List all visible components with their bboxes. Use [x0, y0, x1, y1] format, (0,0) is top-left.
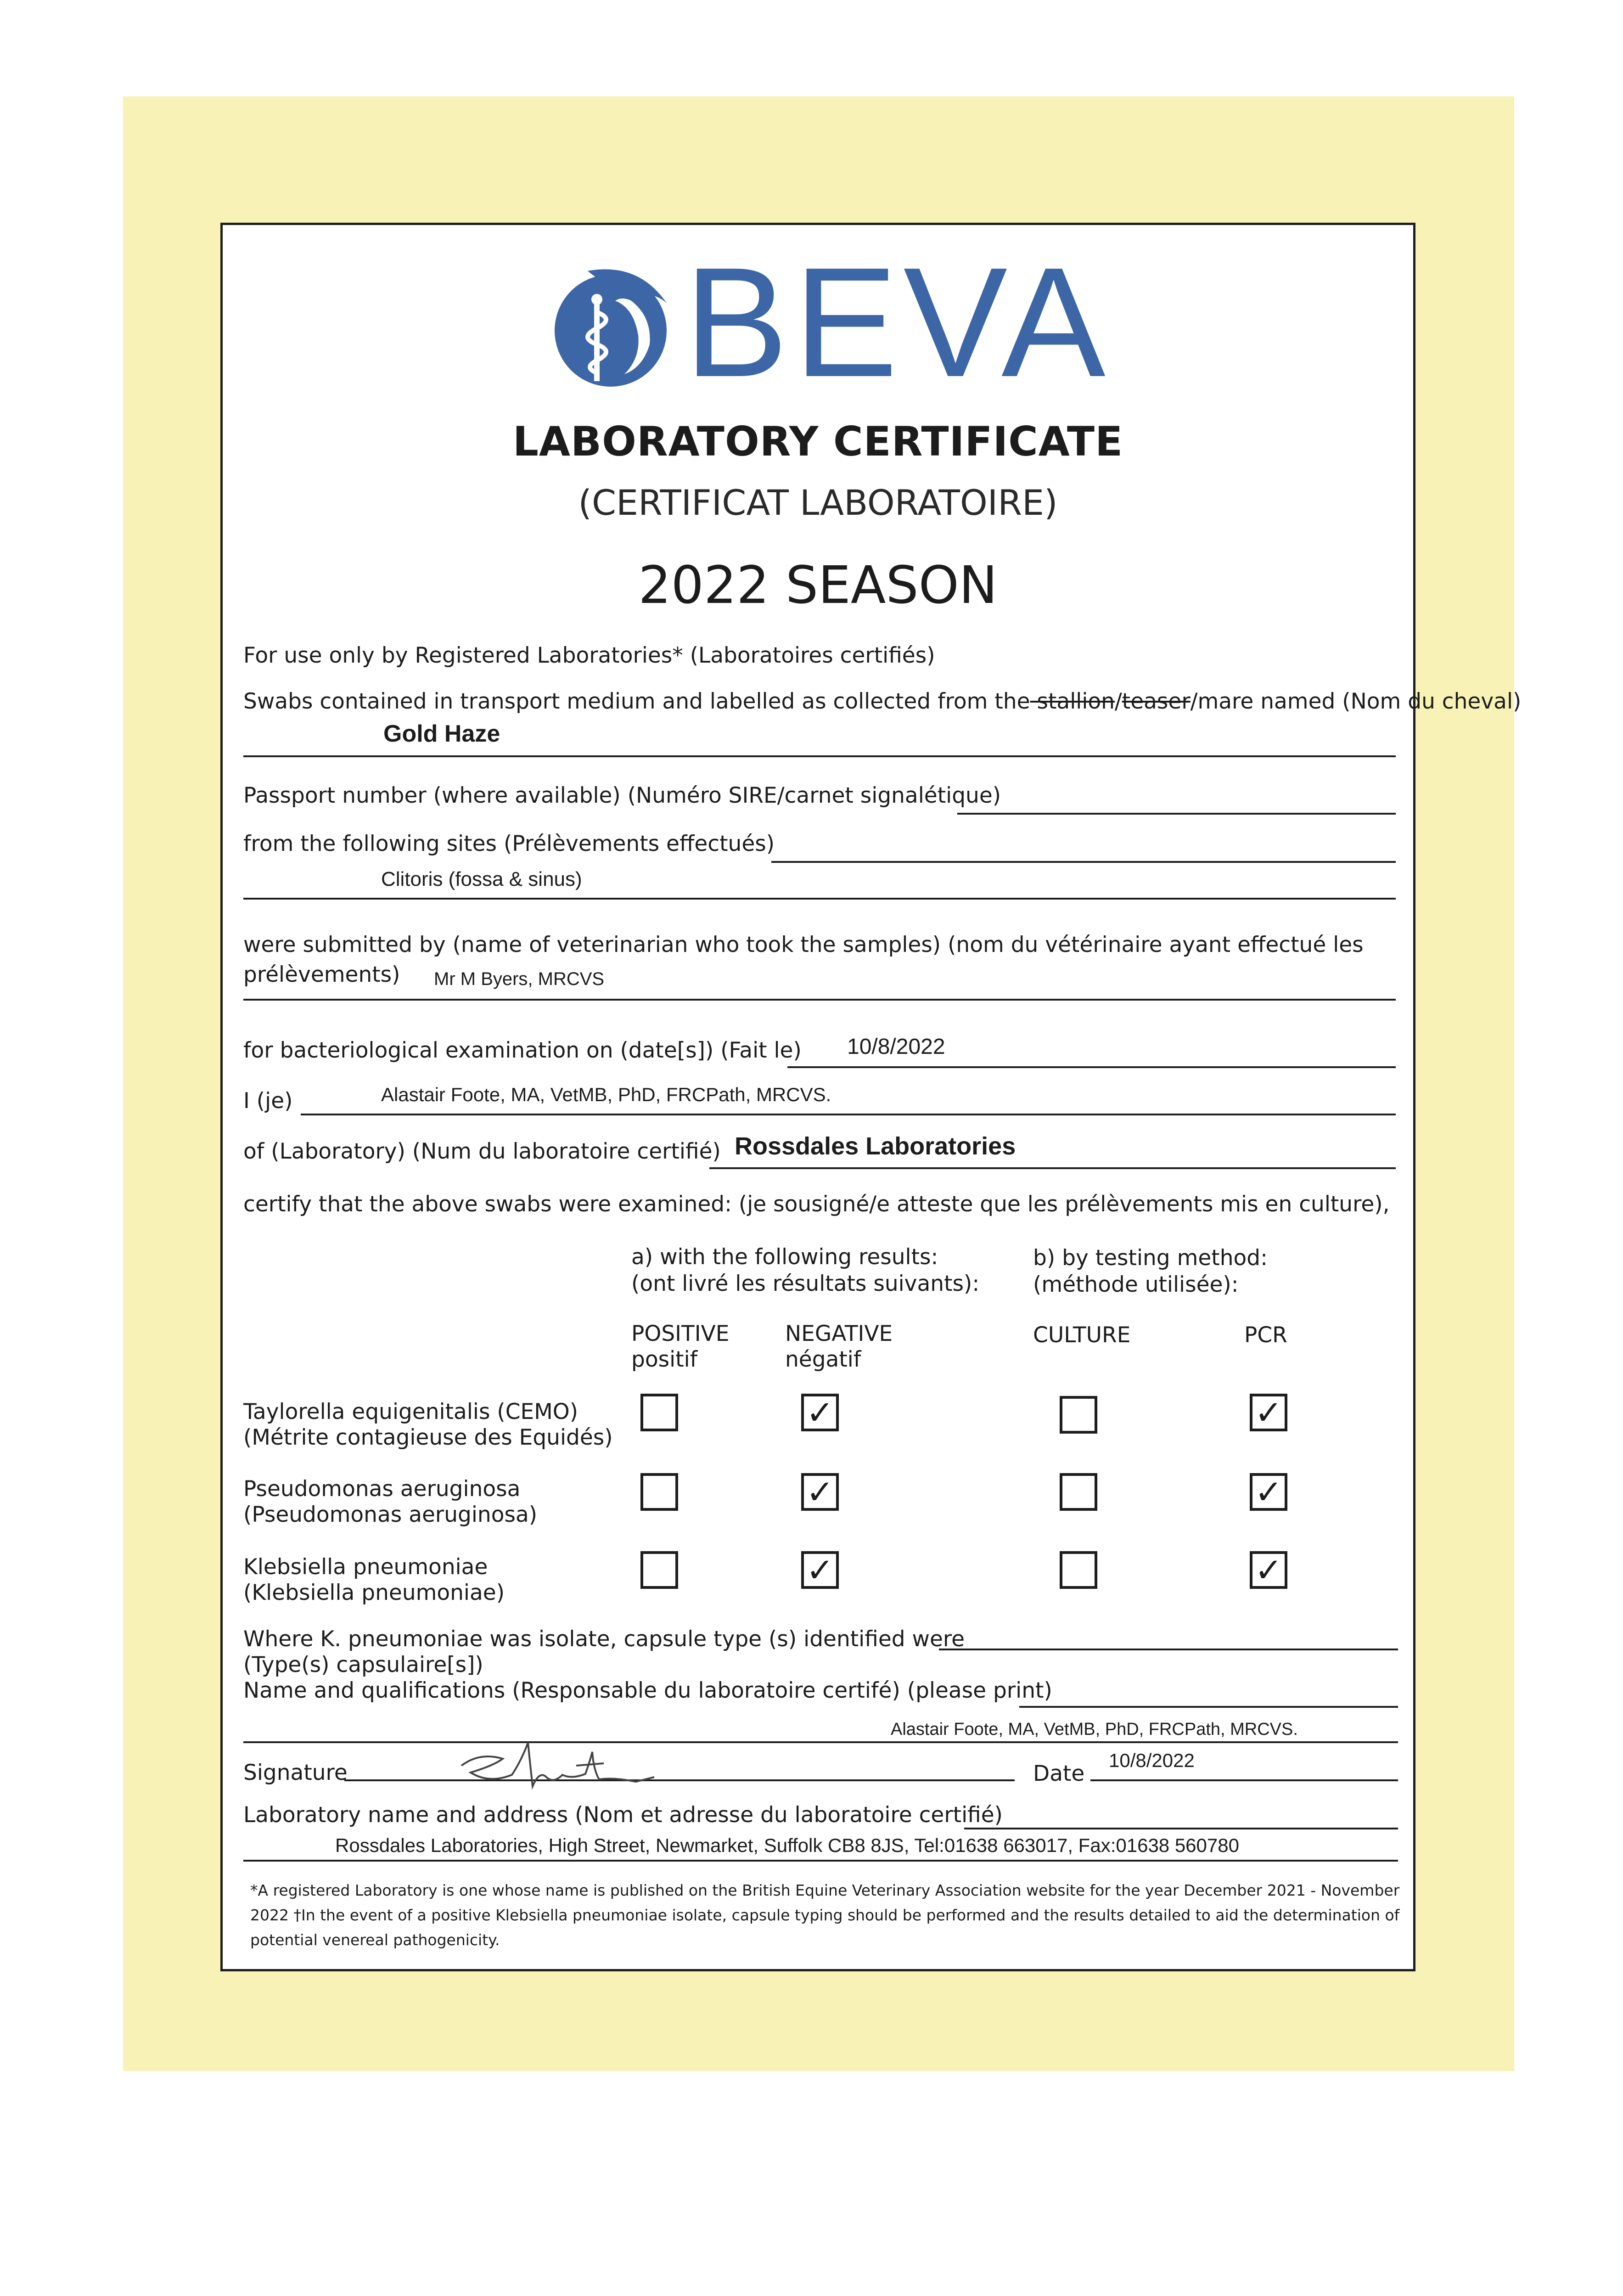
lab-address-line-1: [964, 1828, 1398, 1829]
culture-checkbox[interactable]: [1060, 1473, 1097, 1511]
exam-date-line: [787, 1066, 1396, 1068]
beva-horse-emblem-icon: [546, 262, 680, 395]
certificate-title: LABORATORY CERTIFICATE: [512, 418, 1123, 465]
certify-statement: certify that the above swabs were examined: (je sousigné/e atteste que les prélèvements mis en culture),: [243, 1192, 1390, 1217]
lab-address-value: Rossdales Laboratories, High Street, Newmarket, Suffolk CB8 8JS, Tel:01638 663017, Fax:01638 560780: [335, 1835, 1239, 1856]
date-value: 10/8/2022: [1109, 1750, 1195, 1771]
laboratory-line: [709, 1167, 1396, 1169]
results-group-a-1: a) with the following results:: [631, 1244, 938, 1270]
culture-checkbox[interactable]: [1060, 1551, 1097, 1589]
lab-address-line-2: [243, 1860, 1398, 1862]
date-label: Date: [1033, 1761, 1085, 1786]
exam-date-label: for bacteriological examination on (date[s]) (Fait le): [243, 1038, 802, 1063]
footnote-line-3: potential venereal pathogenicity.: [250, 1931, 500, 1949]
sites-line-1: [771, 861, 1396, 863]
certificate-subtitle: (CERTIFICAT LABORATOIRE): [578, 482, 1058, 523]
pcr-checkbox[interactable]: [1250, 1394, 1287, 1431]
submitted-line: [243, 999, 1396, 1001]
negative-checkbox[interactable]: [801, 1394, 839, 1431]
submitted-label-1: were submitted by (name of veterinarian who took the samples) (nom du vétérinaire ayant effectué les: [243, 932, 1364, 957]
swabs-e: e: [1016, 689, 1030, 714]
sites-line-2: [243, 898, 1396, 900]
col-positive-1: POSITIVE: [631, 1321, 730, 1346]
signature-label: Signature: [243, 1760, 348, 1785]
organism-name-fr: (Métrite contagieuse des Equidés): [243, 1425, 613, 1450]
col-positive-2: positif: [631, 1347, 698, 1372]
certifier-label: I (je): [243, 1088, 293, 1114]
swabs-suffix: /mare named (Nom du cheval): [1190, 689, 1522, 714]
certificate-frame: [220, 223, 1522, 1971]
organism-name-fr: (Pseudomonas aeruginosa): [243, 1502, 538, 1527]
pcr-checkbox[interactable]: [1250, 1473, 1287, 1511]
veterinarian-value: Mr M Byers, MRCVS: [434, 969, 605, 989]
horse-name-value: Gold Haze: [383, 720, 500, 747]
negative-checkbox[interactable]: [801, 1551, 839, 1589]
laboratory-value: Rossdales Laboratories: [735, 1132, 1016, 1160]
checkmark-icon: ✓: [806, 1393, 834, 1432]
organism-name: Taylorella equigenitalis (CEMO): [243, 1399, 578, 1424]
certifier-line: [301, 1114, 1396, 1115]
positive-checkbox[interactable]: [640, 1473, 678, 1511]
footnote-line-1: *A registered Laboratory is one whose name is published on the British Equine Veterinary Association website for the year December 2021 - November: [250, 1881, 1400, 1899]
certifier-value: Alastair Foote, MA, VetMB, PhD, FRCPath, MRCVS.: [381, 1084, 831, 1105]
checkmark-icon: ✓: [1254, 1473, 1283, 1511]
results-group-a-2: (ont livré les résultats suivants):: [631, 1271, 980, 1296]
slash: /: [1114, 689, 1122, 714]
capsule-label-1: Where K. pneumoniae was isolate, capsule type (s) identified were: [243, 1626, 965, 1652]
date-line: [1090, 1779, 1398, 1781]
checkmark-icon: ✓: [1254, 1393, 1283, 1432]
pcr-checkbox[interactable]: [1250, 1551, 1287, 1589]
sites-label: from the following sites (Prélèvements effectués): [243, 831, 775, 856]
sites-value: Clitoris (fossa & sinus): [381, 868, 582, 890]
checkmark-icon: ✓: [806, 1551, 834, 1589]
responsible-value: Alastair Foote, MA, VetMB, PhD, FRCPath, MRCVS.: [891, 1720, 1298, 1739]
checkmark-icon: ✓: [806, 1473, 834, 1511]
organism-name-fr: (Klebsiella pneumoniae): [243, 1580, 505, 1605]
positive-checkbox[interactable]: [640, 1394, 678, 1431]
checkmark-icon: ✓: [1254, 1551, 1283, 1589]
swabs-prefix: Swabs contained in transport medium and labelled as collected from th: [243, 689, 1017, 714]
registered-lab-notice: For use only by Registered Laboratories* (Laboratoires certifiés): [243, 643, 935, 668]
capsule-line: [939, 1649, 1398, 1650]
beva-wordmark: BEVA: [684, 235, 1111, 410]
col-negative-2: négatif: [785, 1347, 861, 1372]
laboratory-label: of (Laboratory) (Num du laboratoire certifié): [243, 1139, 721, 1164]
swabs-statement: [243, 689, 1521, 714]
responsible-line-2: [243, 1741, 1398, 1743]
col-culture: CULTURE: [1033, 1322, 1131, 1348]
responsible-label: Name and qualifications (Responsable du laboratoire certifé) (please print): [243, 1678, 1052, 1703]
struck-stallion: stallion: [1030, 689, 1115, 714]
footnote-line-2: 2022 †In the event of a positive Klebsiella pneumoniae isolate, capsule typing should be performed and the results detailed to aid the determination of: [250, 1906, 1400, 1924]
season-heading: 2022 SEASON: [638, 556, 998, 615]
lab-address-label: Laboratory name and address (Nom et adresse du laboratoire certifié): [243, 1802, 1003, 1828]
exam-date-value: 10/8/2022: [847, 1035, 945, 1059]
organism-name: Klebsiella pneumoniae: [243, 1554, 488, 1580]
struck-teaser: teaser: [1122, 689, 1191, 714]
handwritten-signature: [452, 1733, 659, 1798]
positive-checkbox[interactable]: [640, 1551, 678, 1589]
results-group-b-1: b) by testing method:: [1033, 1245, 1268, 1271]
responsible-line-1: [1019, 1706, 1398, 1708]
col-negative-1: NEGATIVE: [785, 1321, 893, 1346]
submitted-label-2: prélèvements): [243, 962, 400, 987]
horse-name-line: [243, 755, 1396, 757]
beva-logo: [546, 235, 1125, 410]
negative-checkbox[interactable]: [801, 1473, 839, 1511]
culture-checkbox[interactable]: [1060, 1396, 1097, 1434]
col-pcr: PCR: [1244, 1322, 1287, 1348]
signature-line: [344, 1779, 1015, 1781]
passport-label: Passport number (where available) (Numéro SIRE/carnet signalétique): [243, 783, 1001, 808]
passport-line: [957, 813, 1396, 815]
results-group-b-2: (méthode utilisée):: [1033, 1272, 1239, 1297]
organism-name: Pseudomonas aeruginosa: [243, 1476, 521, 1502]
capsule-label-2: (Type(s) capsulaire[s]): [243, 1652, 483, 1677]
